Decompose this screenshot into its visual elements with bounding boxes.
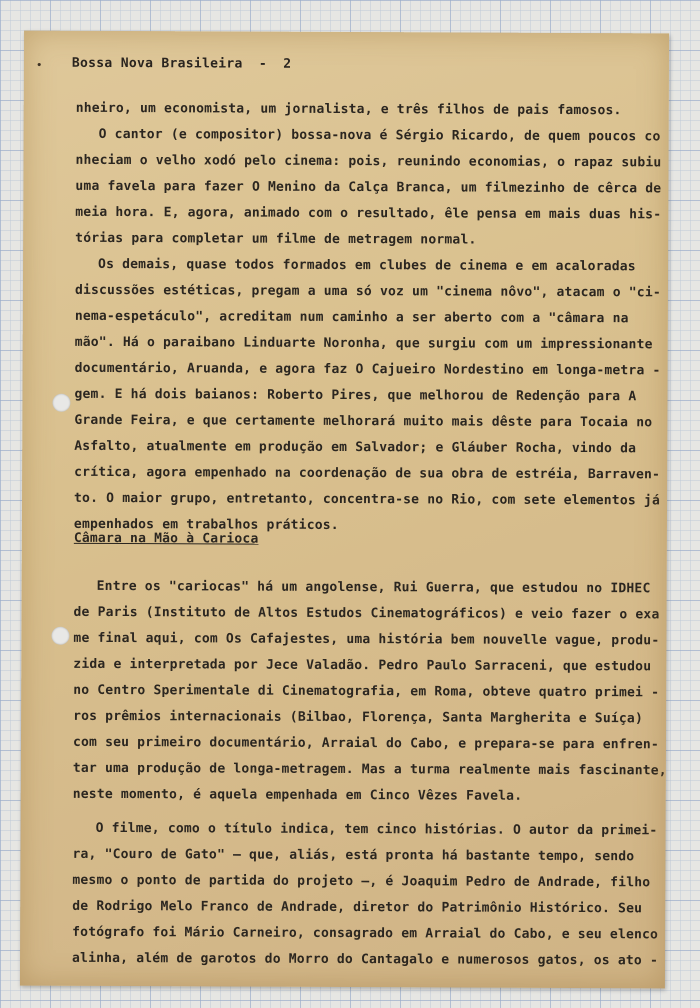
text-line: Grande Feira, e que certamente melhorará muito mais dêste para Tocaia no [74, 412, 653, 431]
punch-hole [52, 394, 70, 412]
text-line: mão". Há o paraibano Linduarte Noronha, que surgiu com um impressionante [74, 334, 653, 353]
text-line: discussões estéticas, pregam a uma só voz um "cinema nôvo", atacam o "ci- [74, 282, 661, 301]
text-line: tar uma produção de longa-metragem. Mas a turma realmente mais fascinante, [72, 760, 667, 779]
text-line: de Paris (Instituto de Altos Estudos Cinematográficos) e veio fazer o exa [73, 604, 660, 623]
text-line: alinha, além de garotos do Morro do Cantagalo e numerosos gatos, os ato - [72, 950, 659, 969]
text-line: fotógrafo foi Mário Carneiro, consagrado em Arraial do Cabo, e seu elenco [72, 924, 659, 943]
text-line: nheciam o velho xodó pelo cinema: pois, reunindo economias, o rapaz subiu [75, 152, 662, 171]
text-line: uma favela para fazer O Menino da Calça Branca, um filmezinho de cêrca de [75, 178, 662, 197]
text-line: zida e interpretada por Jece Valadão. Pedro Paulo Sarraceni, que estudou [73, 656, 652, 675]
header-mark: • [35, 58, 43, 72]
text-line: me final aqui, com Os Cafajestes, uma história bem nouvelle vague, produ- [73, 630, 660, 649]
page-header: Bossa Nova Brasileira - 2 [71, 55, 292, 72]
text-line: mesmo o ponto de partida do projeto —, é Joaquim Pedro de Andrade, filho [72, 872, 651, 891]
text-line: no Centro Sperimentale di Cinematografia, em Roma, obteve quatro primei - [73, 682, 660, 701]
text-line: Entre os "cariocas" há um angolense, Rui Guerra, que estudou no IDHEC [96, 578, 651, 597]
text-line: documentário, Aruanda, e agora faz O Cajueiro Nordestino em longa-metra - [74, 360, 661, 379]
typewritten-page [20, 31, 669, 989]
text-line: empenhados em trabalhos práticos. [73, 516, 339, 533]
text-line: ra, "Couro de Gato" — que, aliás, está pronta há bastante tempo, sendo [72, 846, 635, 865]
text-line: crítica, agora empenhado na coordenação de sua obra de estréia, Barraven- [74, 464, 661, 483]
text-line: ros prêmios internacionais (Bilbao, Florença, Santa Margherita e Suíça) [73, 708, 644, 727]
text-line: gem. E há dois baianos: Roberto Pires, que melhorou de Redenção para A [74, 386, 637, 405]
text-line: O cantor (e compositor) bossa-nova é Sérgio Ricardo, de quem poucos co [98, 126, 661, 145]
text-line: meia hora. E, agora, animado com o resultado, êle pensa em mais duas his- [75, 204, 662, 223]
text-line: tórias para completar um filme de metragem normal. [75, 230, 477, 248]
section-subheading: Câmara na Mão à Carioca [73, 530, 259, 547]
text-line: Asfalto, atualmente em produção em Salvador; e Gláuber Rocha, vindo da [74, 438, 637, 457]
punch-hole [51, 627, 69, 645]
text-line: com seu primeiro documentário, Arraial do Cabo, e prepara-se para enfren- [72, 734, 659, 753]
text-line: Os demais, quase todos formados em clubes de cinema e em acaloradas [98, 256, 636, 275]
text-line: neste momento, é aquela empenhada em Cinco Vêzes Favela. [72, 786, 523, 804]
text-line: de Rodrigo Melo Franco de Andrade, diretor do Patrimônio Histórico. Seu [72, 898, 643, 917]
text-line: to. O maior grupo, entretanto, concentra-se no Rio, com sete elementos já [74, 490, 661, 509]
text-line: nheiro, um economista, um jornalista, e três filhos de pais famosos. [75, 100, 622, 119]
text-line: nema-espetáculo", acreditam num caminho a ser aberto com a "câmara na [74, 308, 629, 327]
text-line: O filme, como o título indica, tem cinco histórias. O autor da primei- [95, 820, 658, 839]
